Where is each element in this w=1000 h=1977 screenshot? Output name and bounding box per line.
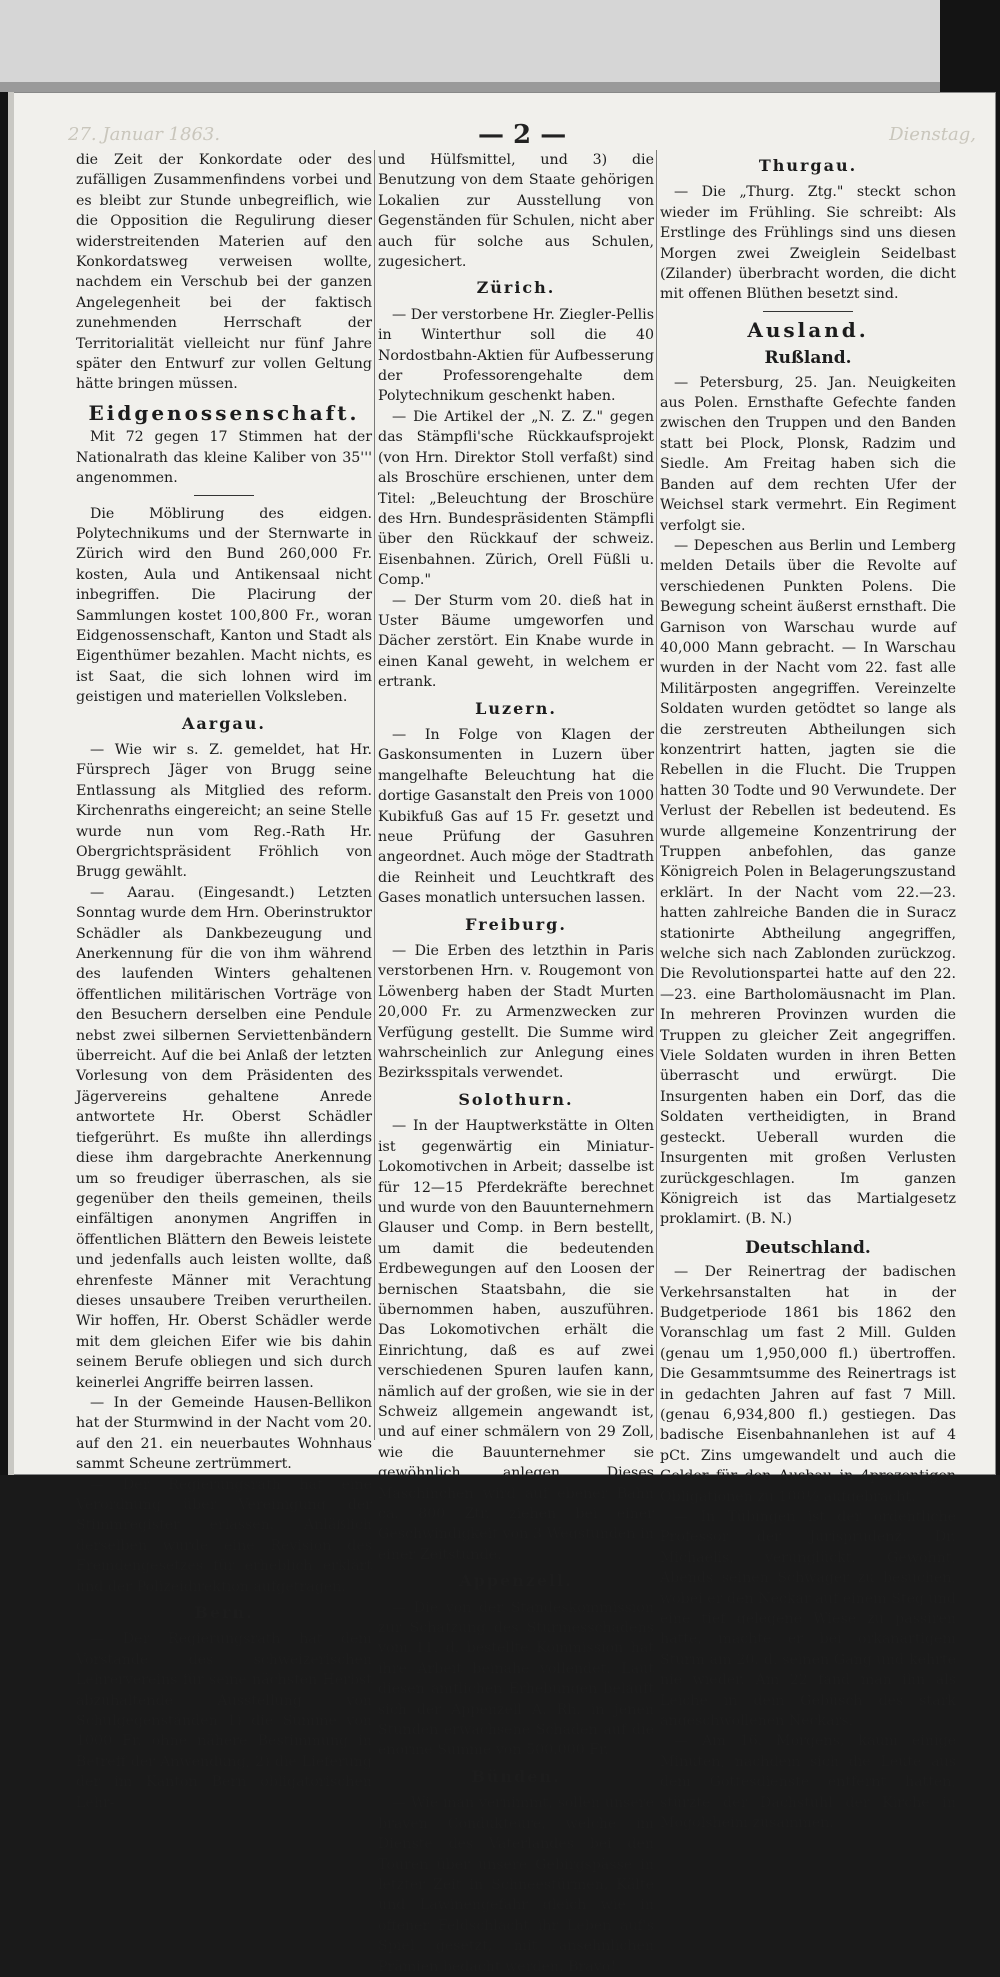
column-right [660, 150, 956, 1834]
column-middle [378, 150, 654, 1977]
section-heading: Zürich. [476, 278, 556, 298]
article-paragraph: — Die von der Standeskommission zur Schatzung des Sturmesschadens vom 11. d. bestellte Kommission hat ihre Arbeit beinahe vollendet. Laut diesen amtlichen Erhebungen beläuft sich der Appenzell A. Rh. in jenen Stunden erwachsene Schaden auf die enorme Summe von 500,000 Fr. [378, 1599, 654, 1759]
section-heading: Bünden. [471, 1766, 561, 1786]
article-paragraph: — Petersburg, 25. Jan. Neuigkeiten aus Polen. Ernsthafte Gefechte fanden zwischen den Truppen und den Banden statt bei Plock, Plonsk, Radzim und Siedle. Am Freitag haben sich die Banden auf dem rechten Ufer der Weichsel stark vermehrt. Ein Regiment verfolgt sie. [660, 374, 956, 534]
section-heading: Solothurn. [458, 1089, 574, 1109]
article-paragraph: Die Möblirung des eidgen. Polytechnikums und der Sternwarte in Zürich wird den Bund 260,000 Fr. kosten, Aula und Antikensaal nicht inbegriffen. Die Placirung der Sammlungen kostet 100,800 Fr., woran Eidgenossenschaft, Kanton und Stadt als Eigenthümer bezahlen. Macht nichts, es ist Saat, die sich lohnen wird im geistigen und materiellen Volksleben. [76, 505, 372, 706]
article-paragraph: und Hülfsmittel, und 3) die Benutzung von dem Staate gehörigen Lokalien zur Ausstellung von Gegenständen für Schulen, nicht aber auch für solche aus Schulen, zugesichert. [378, 152, 654, 271]
section-heading: Thurgau. [758, 156, 858, 175]
page-number: — 2 — [478, 120, 567, 150]
section-heading: Aargau. [182, 713, 266, 733]
section-heading: Deutschland. [745, 1237, 871, 1258]
article-paragraph: — Der Regierungsrath hat eine Verordnung über Vereinigung der Stimmregister erlassen. Anläßlich derselben wurde eine Revision des Fremdengesetzes für erheblich erklärt und der Polizeidirektion aufgetragen. [76, 1476, 372, 1595]
article-paragraph: — Wie wir s. Z. gemeldet, hat Hr. Fürsprech Jäger von Brugg seine Entlassung als Mitglied des reform. Kirchenraths eingereicht; an seine Stelle wurde nun vom Reg.-Rath Hr. Obergrichtspräsident Fröhlich von Brugg gewählt. [76, 741, 372, 881]
article-paragraph: — In der Gemeinde Hausen-Bellikon hat der Sturmwind in der Nacht vom 20. auf den 21. ein neuerbautes Wohnhaus sammt Scheune zertrümmert. [76, 1394, 372, 1473]
ghost-weekday: Dienstag, [889, 124, 976, 145]
article-paragraph: — Der Reinertrag der badischen Verkehrsanstalten hat in der Budgetperiode 1861 bis 1862 den Voranschlag um fast 2 Mill. Gulden (genau um 1,950,000 fl.) übertroffen. Die Gesammtsumme des Reinertrags ist in gedachten Jahren auf fast 7 Mill. (genau 6,934,800 fl.) gestiegen. Das badische Eisenbahnanlehen ist auf 4 pCt. Zins umgewandelt und auch die Gelder für den Ausbau in 4prozentigen Obligationen zu 100½ aufgebracht. [660, 1264, 956, 1505]
section-heading: Bern. [194, 1603, 254, 1623]
article-paragraph: — Am 16. Morgens, kaum einige Minuten, nachdem sich die Leute aus dem Gottesdienste entfernt hatten, stürzte der Dachstuhl der Kirche in Mogolsheim zusammen. [660, 1733, 956, 1832]
section-heading: Appenzell. [459, 1571, 573, 1591]
article-paragraph: — In der Hauptwerkstätte in Olten ist gegenwärtig ein Miniatur-Lokomotivchen in Arbeit; dasselbe ist für 12—15 Pferdekräfte berechnet und wurde von den Bauunternehmern Glauser und Comp. in Bern bestellt, um damit die bedeutenden Erdbewegungen auf den Loosen der bernischen Staatsbahn, die sie übernommen haben, auszuführen. Das Lokomotivchen erhält die Einrichtung, daß es auf zwei verschiedenen Spuren laufen kann, nämlich auf der großen, wie sie in der Schweiz allgemein angewandt ist, und auf einer schmälern von 29 Zoll, wie die Bauunternehmer sie gewöhnlich anlegen. Dieses Maschinchen wird auf ebener Bahn ca. 800 Ztr. ziehen bei einer Geschwindigkeit von 3 Wegstunden in einer Zeitstunde. [378, 1118, 654, 1563]
article-paragraph: — Die Erben des letzthin in Paris verstorbenen Hrn. v. Rougemont von Löwenberg haben der Stadt Murten 20,000 Fr. zu Armenzwecken zur Verfügung gestellt. Die Summe wird wahrscheinlich zur Anlegung eines Bezirksspitals verwendet. [378, 943, 654, 1082]
section-rule [763, 311, 853, 312]
newspaper-page [8, 92, 996, 1975]
section-heading: Eidgenossenschaft. [88, 400, 360, 425]
section-heading: Freiburg. [465, 914, 567, 934]
article-paragraph: — Der Sturm vom 20. dieß hat in Uster Bäume umgeworfen und Dächer zerstört. Ein Knabe wurde in einen Kanal geweht, in welchem er ertrank. [378, 592, 654, 691]
article-paragraph: — Depeschen aus Berlin und Lemberg melden Details über die Revolte auf verschiedenen Punkten Polens. Die Bewegung scheint äußerst ernsthaft. Die Garnison von Warschau wurde auf 40,000 Mann gebracht. — In Warschau wurden in der Nacht vom 22. fast alle Militärposten angegriffen. Vereinzelte Soldaten wurden getödtet so lange als die zerstreuten Abtheilungen sich konzentrirt hatten, jagten sie die Rebellen in die Flucht. Die Truppen hatten 30 Todte und 90 Verwundete. Der Verlust der Rebellen ist bedeutend. Es wurde allgemeine Konzentrirung der Truppen anbefohlen, das ganze Königreich Polen in Belagerungszustand erklärt. In der Nacht vom 22.—23. hatten zahlreiche Banden die in Suracz stationirte Abtheilung angegriffen, welche sich nach Zablonden zurückzog. Die Revolutionspartei hatte auf den 22.—23. eine Bartholomäusnacht im Plan. In mehreren Provinzen wurden die Truppen zu gleicher Zeit angegriffen. Viele Soldaten wurden in ihren Betten überrascht und erwürgt. Die Insurgenten haben ein Dorf, das die Soldaten vertheidigten, in Brand gesteckt. Ueberall wurden die Insurgenten mit großen Verlusten zurückgeschlagen. Im ganzen Königreich ist das Martialgesetz proklamirt. (B. N.) [660, 537, 956, 1228]
article-paragraph: — In Folge von Klagen der Gaskonsumenten in Luzern über mangelhafte Beleuchtung hat die dortige Gasanstalt den Preis von 1000 Kubikfuß Gas auf 15 Fr. gesetzt und neue Prüfung der Gasuhren angeordnet. Auch möge der Stadtrath die Reinheit und Leuchtkraft des Gases monatlich untersuchen lassen. [378, 726, 654, 907]
section-heading: Luzern. [475, 698, 557, 718]
article-paragraph: — Aarau. (Eingesandt.) Letzten Sonntag wurde dem Hrn. Oberinstruktor Schädler als Dankbezeugung und Anerkennung für die von ihm während des laufenden Winters gehaltenen öffentlichen militärischen Vorträge von den Besuchern derselben eine Pendule nebst zwei silbernen Serviettenbändern überreicht. Auf die bei Anlaß der letzten Vorlesung von dem Präsidenten des Jägervereins gehaltene Anrede antwortete Hr. Oberst Schädler tiefgerührt. Es mußte ihn allerdings diese ihm dargebrachte Anerkennung um so freudiger überraschen, als sie gegenüber den theils gemeinen, theils einfältigen anonymen Angriffen in öffentlichen Blättern den Beweis leistete und jedenfalls auch leisten wollte, daß ehrenfeste Männer mit Verachtung dieses unsaubere Treiben verurtheilen. Wir hoffen, Hr. Oberst Schädler werde mit dem gleichen Eifer wie bis dahin seinem Berufe obliegen und sich durch keinerlei Angriffe beirren lassen. [76, 884, 372, 1391]
article-paragraph: — Die „Thurg. Ztg." steckt schon wieder im Frühling. Sie schreibt: Als Erstlinge des Frühlings sind uns diesen Morgen zwei Zweiglein Seidelbast (Zilander) überbracht worden, die dicht mit offenen Blüthen besetzt sind. [660, 184, 956, 303]
article-paragraph: — Die Artikel der „N. Z. Z." gegen das Stämpfli'sche Rückkaufsprojekt (von Hrn. Direktor Stoll verfaßt) sind als Broschüre erschienen, unter dem Titel: „Beleuchtung der Broschüre des Hrn. Bundespräsidenten Stämpfli über den Rückkauf der schweiz. Eisenbahnen. Zürich, Orell Füßli u. Comp." [378, 408, 654, 589]
article-paragraph: — Wie man vernimmt, sollen unsere braven Condukteure, welche im Dienste des Vaterlandes bei den Touren über unsere Gebirgspässe in letzter Zeit in Schneestürmen, Kälte und Lawinengefahr gleich wie in offener Feldschlacht ihr Leben auf's Spiel gesetzt, mit ansehnlichen Prämien bedacht werden. Bravo! [378, 1795, 654, 1975]
column-left [76, 150, 372, 1813]
section-rule [194, 495, 254, 496]
column-divider [374, 150, 375, 1440]
article-paragraph: — In Tübingen ist der ordentliche Professor der Jurisprudenz, Dr. Michaelis, verunglückt. Gewohnt, Abends seinen Schwager zu besuchen, wobei er den Neckar auf einem Steg und eine tief gelegene Wiese zu passiren hatte, machte er bei orkanartigem Sturm am 20. d. seinen Gang und kehrte nie wieder. Am 22 fand man ihn als Leiche in dem Gebüsch des stark angeschwollenen Neckars. [660, 1509, 956, 1730]
column-divider [656, 150, 657, 1440]
article-paragraph: — Der verstorbene Hr. Ziegler-Pellis in Winterthur soll die 40 Nordostbahn-Aktien für Aufbesserung der Professorengehalte dem Polytechnikum geschenkt haben. [378, 306, 654, 405]
article-paragraph: die Zeit der Konkordate oder des zufälligen Zusammenfindens vorbei und es bleibt zur Stunde unbegreiflich, wie die Opposition die Regulirung dieser widerstreitenden Materien auf den Konkordatsweg verweisen wollte, nachdem ein Verschub bei der ganzen Angelegenheit bei der faktisch zunehmenden Herrschaft der Territorialität vielleicht nur fünf Jahre später den Entwurf zur vollen Geltung hätte bringen müssen. [76, 152, 372, 393]
article-paragraph: — Der Regierungsrath hat dem Vorstande des schweizerischen Lehrervereins für seine nächsten Herbst abzuhaltende Ausstellung von Schulgegenständen 1) die Summe von 1000 Fr. ohne nähere Bestimmung in Betreff der Anwendung, 2) die Lieferung der im Kanton Bern obligatorischen Lehr- [76, 1631, 372, 1811]
previous-page-edge [0, 0, 940, 90]
section-heading: Rußland. [764, 348, 852, 369]
section-heading: Ausland. [747, 317, 869, 342]
ghost-date: 27. Januar 1863. [68, 124, 221, 145]
page-binding-edge [8, 92, 14, 1475]
article-paragraph: Mit 72 gegen 17 Stimmen hat der Nationalrath das kleine Kaliber von 35''' angenommen. [76, 429, 372, 487]
